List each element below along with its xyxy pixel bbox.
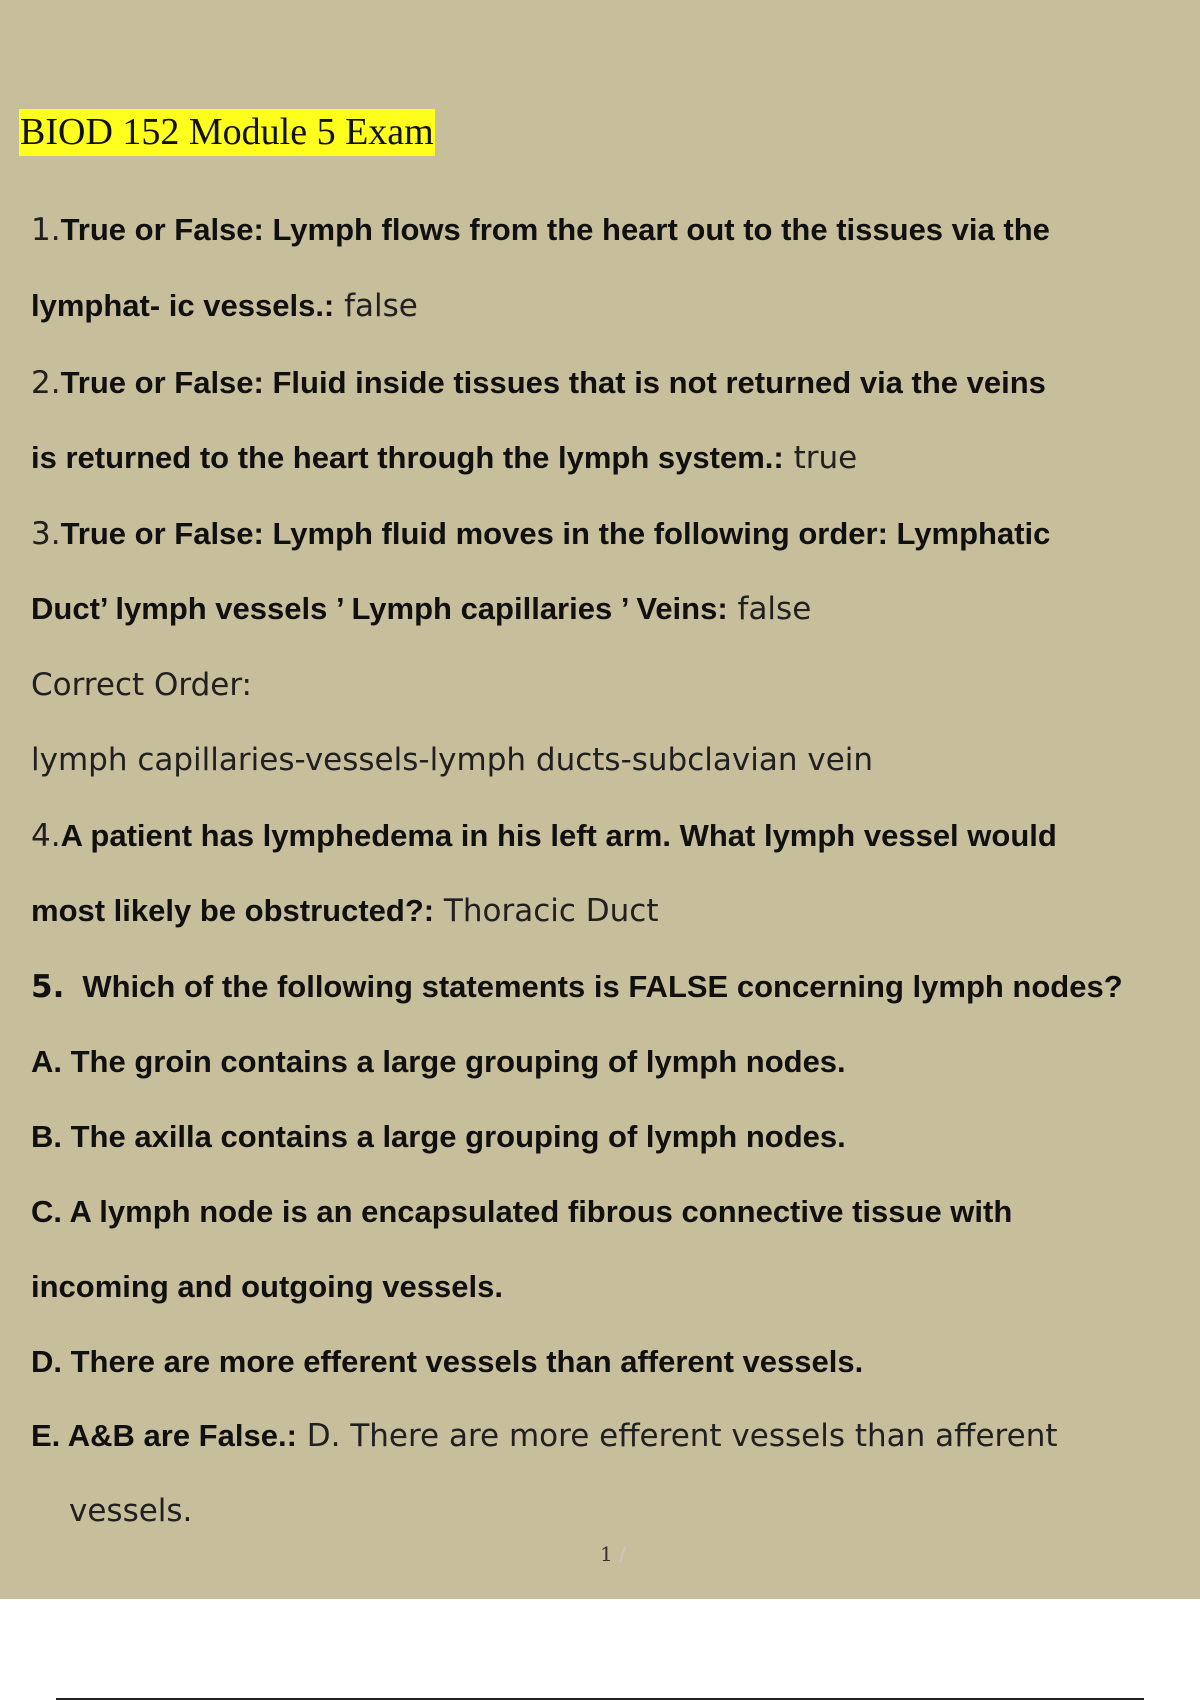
- option-e: [31, 1416, 1058, 1456]
- option-text: D. There are more efferent vessels than afferent vessels.: [31, 1344, 864, 1379]
- question-number: 3.: [31, 516, 61, 552]
- question-number: 5.: [31, 969, 65, 1005]
- question-1-line-2: [31, 286, 418, 326]
- question-text: Duct’ lymph vessels ’ Lymph capillaries ’ Veins:: [31, 591, 728, 626]
- option-text: incoming and outgoing vessels.: [31, 1269, 503, 1304]
- answer-text: true: [783, 440, 858, 476]
- question-text: True or False: Lymph fluid moves in the following order: Lymphatic: [60, 516, 1051, 551]
- title-highlight: [19, 109, 435, 156]
- option-text: C. A lymph node is an encapsulated fibrous connective tissue with: [31, 1194, 1013, 1229]
- option-b: [31, 1117, 846, 1157]
- question-text: True or False: Fluid inside tissues that is not returned via the veins: [60, 365, 1046, 400]
- question-number: 2.: [31, 365, 61, 401]
- question-4-line-2: [31, 891, 659, 931]
- option-c-line-1: [31, 1192, 1012, 1232]
- question-number: 1.: [31, 212, 61, 248]
- option-text: B. The axilla contains a large grouping of lymph nodes.: [31, 1119, 846, 1154]
- question-text: lymphat- ic vessels.:: [31, 288, 335, 323]
- answer-text: vessels.: [69, 1493, 193, 1529]
- answer-continuation: [69, 1491, 192, 1531]
- question-text: A patient has lymphedema in his left arm. What lymph vessel would: [60, 818, 1057, 853]
- answer-text: D. There are more efferent vessels than afferent: [296, 1418, 1058, 1454]
- question-number: 4.: [31, 818, 61, 854]
- question-2-line-1: [31, 363, 1046, 403]
- page-number: [600, 1542, 626, 1566]
- document-title: BIOD 152 Module 5 Exam: [20, 111, 434, 153]
- question-text: Which of the following statements is FALSE concerning lymph nodes?: [82, 969, 1123, 1004]
- question-3-line-1: [31, 514, 1050, 554]
- correct-order-label: [31, 665, 252, 705]
- question-3-line-2: [31, 589, 811, 629]
- question-text: is returned to the heart through the lymph system.:: [31, 440, 784, 475]
- question-text: most likely be obstructed?:: [31, 893, 435, 928]
- question-5-line-1: [31, 967, 1123, 1007]
- page-separator: /: [619, 1542, 626, 1566]
- option-d: [31, 1342, 863, 1382]
- answer-text: lymph capillaries-vessels-lymph ducts-subclavian vein: [31, 742, 874, 778]
- answer-text: Correct Order:: [31, 667, 252, 703]
- answer-text: Thoracic Duct: [434, 893, 659, 929]
- question-4-line-1: [31, 816, 1057, 856]
- question-text: True or False: Lymph flows from the heart out to the tissues via the: [60, 212, 1050, 247]
- option-a: [31, 1042, 846, 1082]
- answer-text: false: [727, 591, 812, 627]
- correct-order-value: [31, 740, 873, 780]
- answer-text: false: [334, 288, 418, 324]
- option-text: A. The groin contains a large grouping of lymph nodes.: [31, 1044, 846, 1079]
- page-number-value: 1: [600, 1542, 613, 1566]
- question-1-line-1: [31, 210, 1050, 250]
- option-text: E. A&B are False.:: [31, 1418, 297, 1453]
- option-c-line-2: [31, 1267, 503, 1307]
- question-2-line-2: [31, 438, 857, 478]
